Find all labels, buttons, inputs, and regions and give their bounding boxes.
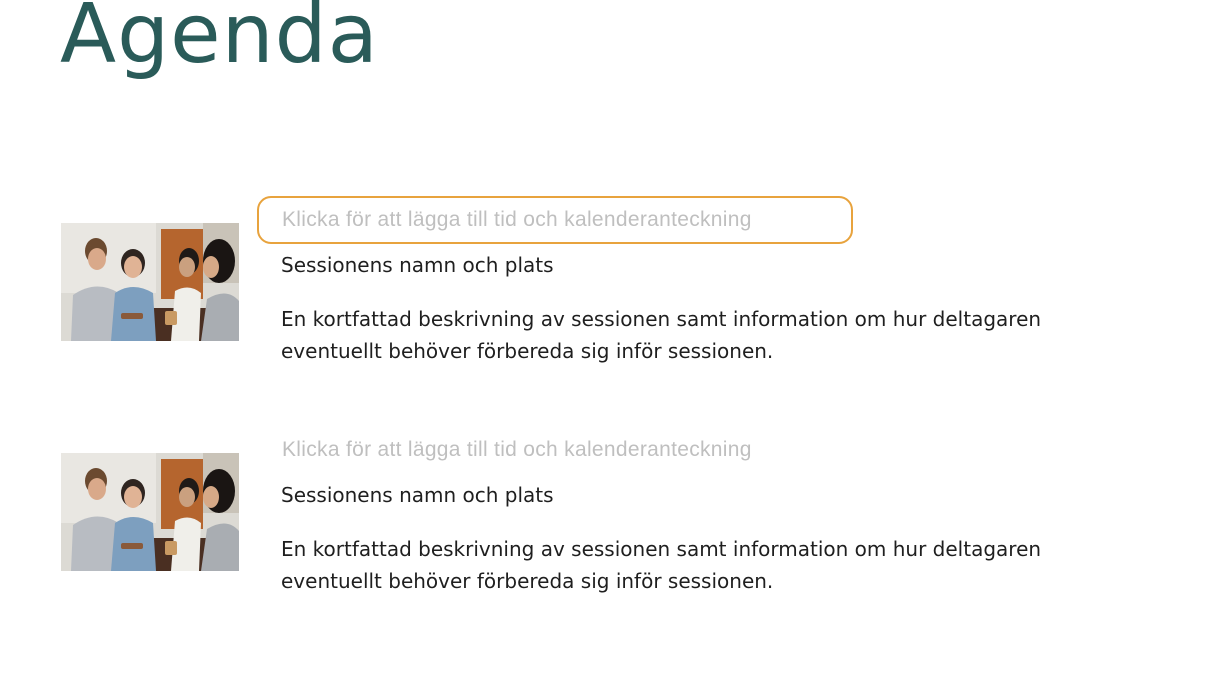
time-calendar-field[interactable]: Klicka för att lägga till tid och kalenderanteckning [257,426,853,474]
session-description[interactable]: En kortfattad beskrivning av sessionen samt information om hur deltagaren eventuellt behöver förbereda sig inför sessionen. [281,537,1042,593]
session-photo [61,223,239,341]
page-title: Agenda [60,0,379,82]
session-photo [61,453,239,571]
agenda-session [0,195,1216,375]
time-calendar-field[interactable]: Klicka för att lägga till tid och kalenderanteckning [257,196,853,244]
session-description[interactable]: En kortfattad beskrivning av sessionen samt information om hur deltagaren eventuellt behöver förbereda sig inför sessionen. [281,307,1042,363]
agenda-session [0,425,1216,605]
session-name-location[interactable]: Sessionens namn och plats [281,253,554,277]
session-name-location[interactable]: Sessionens namn och plats [281,483,554,507]
